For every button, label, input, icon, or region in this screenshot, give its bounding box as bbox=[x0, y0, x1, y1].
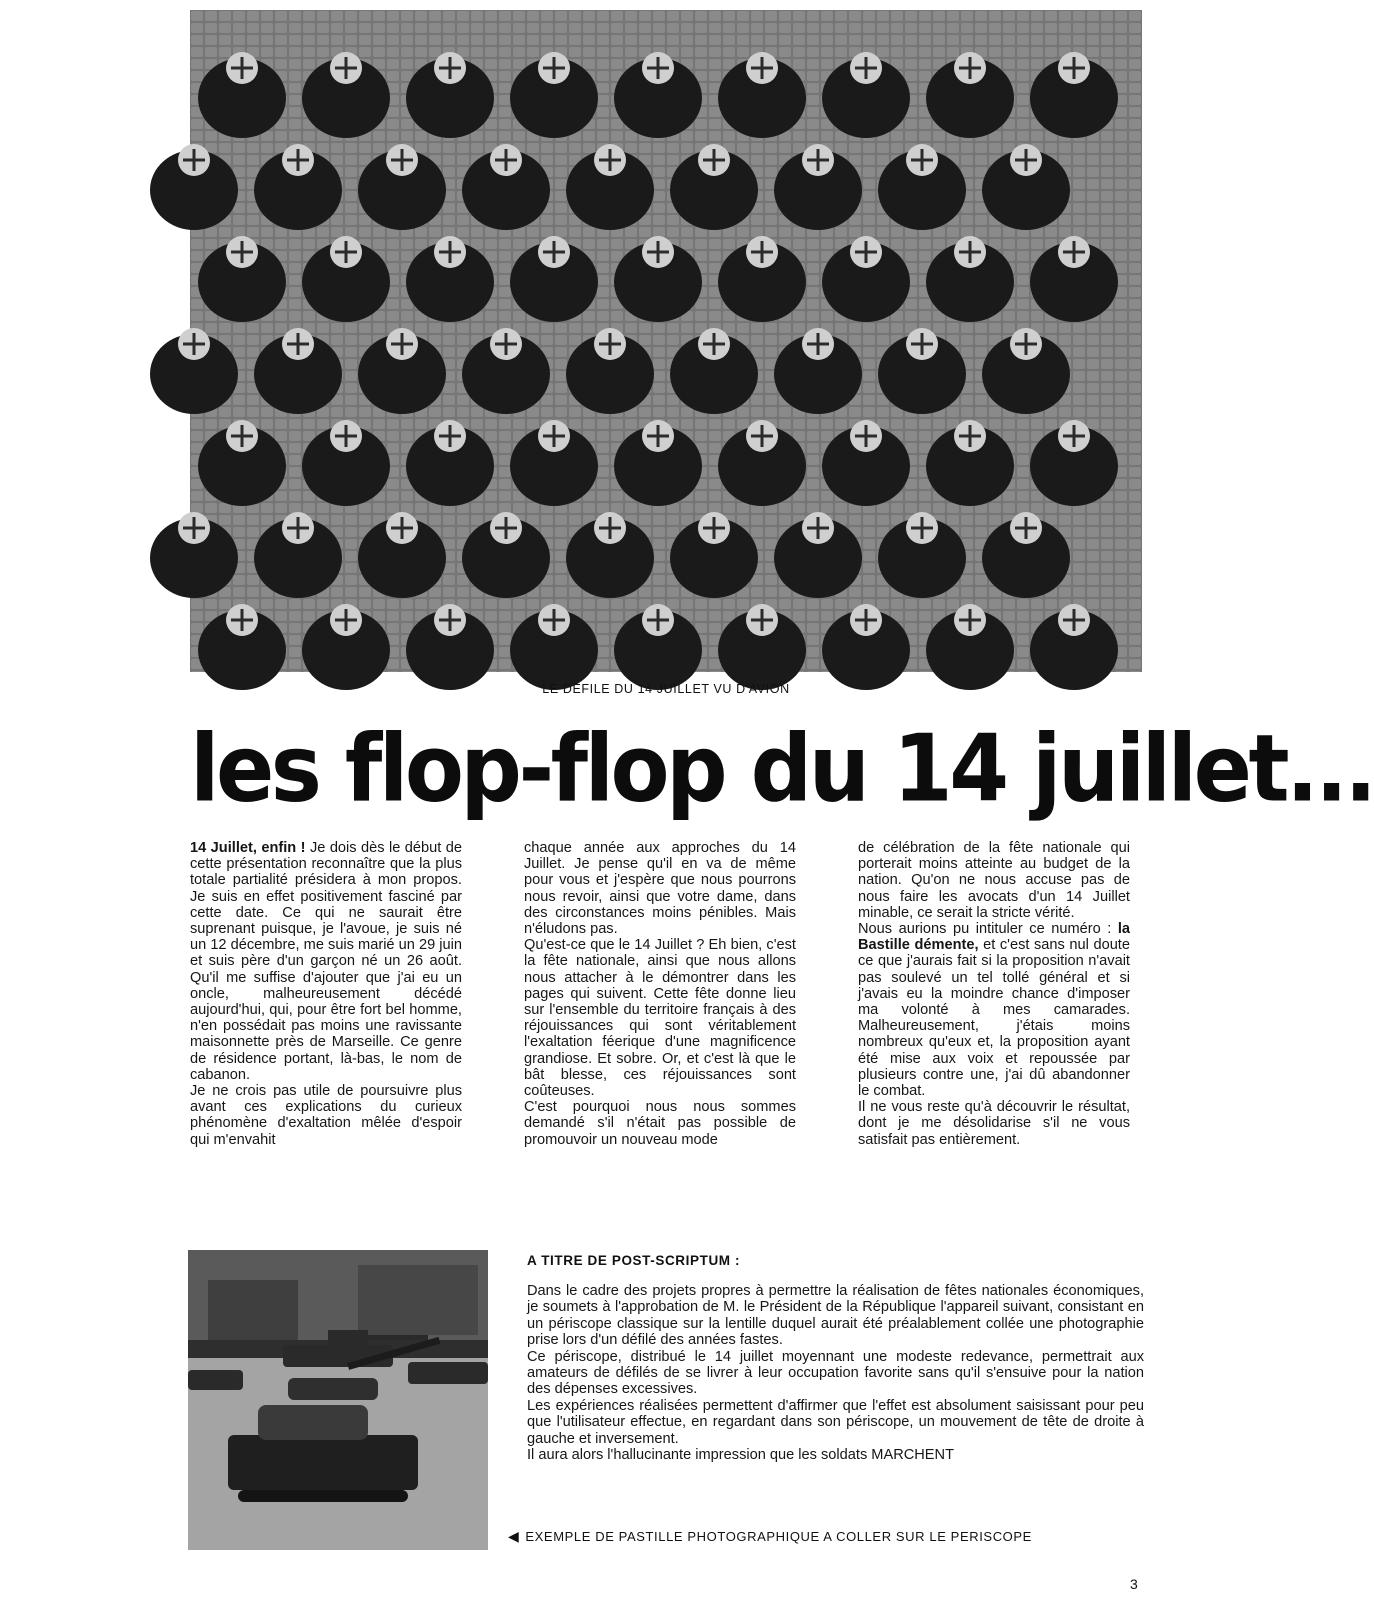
article-column-2 bbox=[524, 840, 796, 1148]
postscript-title: A TITRE DE POST-SCRIPTUM : bbox=[527, 1253, 741, 1268]
postscript-body bbox=[527, 1283, 1144, 1463]
paragraph: Il aura alors l'hallucinante impression que les soldats MARCHENT bbox=[527, 1447, 954, 1464]
paragraph: Qu'est-ce que le 14 Juillet ? Eh bien, c'est la fête nationale, ainsi que nous allons nous attacher à le démontrer dans les pages qui suivent. Cette fête donne lieu sur l'ensemble du territoire français à des réjouissances qui sont véritablement l'exaltation féerique d'une magnificence grandiose. Et sobre. Or, et c'est là que le bât blesse, ces réjouissances sont coûteuses. bbox=[524, 937, 796, 1100]
paragraph bbox=[858, 921, 1130, 1099]
aerial-parade-photo bbox=[190, 10, 1142, 672]
lead-in: 14 Juillet, enfin ! bbox=[190, 840, 306, 856]
article-column-3 bbox=[858, 840, 1130, 1148]
tank-parade-photo bbox=[188, 1250, 488, 1550]
paragraph bbox=[190, 840, 462, 1083]
left-arrow-icon: ◀ bbox=[508, 1528, 520, 1544]
photo-caption: LE DEFILE DU 14 JUILLET VU D'AVION bbox=[542, 682, 790, 696]
paragraph-text: Je dois dès le début de cette présentation reconnaître que la plus totale partialité présidera à mon propos. Je suis en effet positivement fasciné par cette date. Ce qui ne saurait être suprenant puisque, je l'avoue, je suis né un 12 décembre, me suis marié un 29 juin et suis père d'un garçon né un 26 août. Qu'il me suffise d'ajouter que j'ai eu un oncle, malheureusement décédé aujourd'hui, qui, pour être fort bel homme, n'en possédait pas moins une ravissante maisonnette près de Marseille. Ce genre de résidence portant, là-bas, le nom de cabanon. bbox=[190, 840, 463, 1083]
article-column-1 bbox=[190, 840, 462, 1148]
page-number: 3 bbox=[1130, 1576, 1138, 1592]
paragraph: Il ne vous reste qu'à découvrir le résultat, dont je me désolidarise s'il ne vous satisfait pas entièrement. bbox=[858, 1099, 1130, 1148]
paragraph: C'est pourquoi nous nous sommes demandé s'il n'était pas possible de promouvoir un nouveau mode bbox=[524, 1099, 796, 1148]
emphasis-title: la Bastille démente, bbox=[858, 921, 1130, 954]
headline: les flop-flop du 14 juillet... bbox=[190, 715, 1374, 823]
paragraph: Je ne crois pas utile de poursuivre plus avant ces explications du curieux phénomène d'exaltation mêlée d'espoir qui m'envahit bbox=[190, 1083, 462, 1148]
paragraph: Dans le cadre des projets propres à permettre la réalisation de fêtes nationales économiques, je soumets à l'approbation de M. le Président de la République l'appareil suivant, consistant en un périscope classique sur la lentille duquel aurait été préalablement collée une photographie prise lors d'un défilé des années fastes. bbox=[527, 1283, 1144, 1349]
paragraph: de célébration de la fête nationale qui porterait moins atteinte au budget de la nation. Qu'on ne nous accuse pas de nous faire les avocats d'un 14 Juillet minable, ce serait la stricte vérité. bbox=[858, 840, 1130, 921]
pastille-caption-text: EXEMPLE DE PASTILLE PHOTOGRAPHIQUE A COLLER SUR LE PERISCOPE bbox=[525, 1529, 1032, 1544]
paragraph-text: et c'est sans nul doute ce que j'aurais fait si la proposition n'avait pas soulevé un tel tollé général et si j'avais eu la moindre chance d'imposer ma volonté à mes camarades. Malheureusement, j'étais moins nombreux qu'eux et, la proposition ayant été mise aux voix et repoussée par plusieurs contre une, j'ai dû abandonner le combat. bbox=[858, 937, 1130, 1100]
paragraph: chaque année aux approches du 14 Juillet. Je pense qu'il en va de même pour vous et j'espère que nous pourrons nous revoir, ainsi que votre dame, dans des circonstances moins pénibles. Mais n'éludons pas. bbox=[524, 840, 796, 938]
paragraph: Ce périscope, distribué le 14 juillet moyennant une modeste redevance, permettrait aux amateurs de défilés de se livrer à leur occupation favorite sans qu'il s'ensuive pour la nation des dépenses excessives. bbox=[527, 1348, 1144, 1398]
paragraph-text: Nous aurions pu intituler ce numéro : bbox=[858, 921, 1118, 938]
pastille-caption bbox=[508, 1528, 1144, 1545]
paragraph: Les expériences réalisées permettent d'affirmer que l'effet est absolument saisissant pour peu que l'utilisateur effectue, en regardant dans son périscope, un mouvement de tête de droite à gauche et inversement. bbox=[527, 1397, 1144, 1447]
